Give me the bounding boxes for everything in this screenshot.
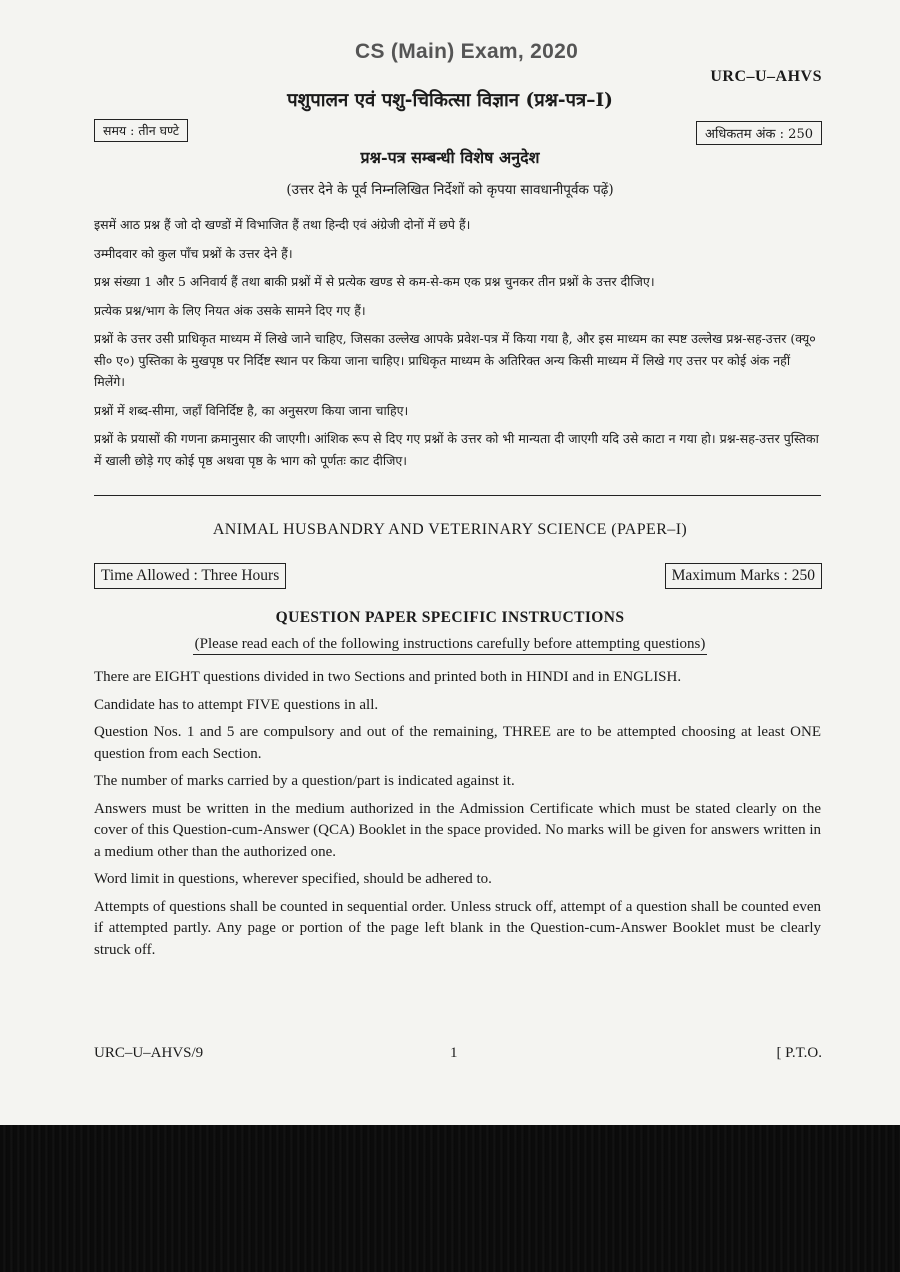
hindi-instruction: प्रश्नों में शब्द-सीमा, जहाँ विनिर्दिष्ट है, का अनुसरण किया जाना चाहिए। [94,402,409,418]
hindi-instructions-note: (उत्तर देने के पूर्व निम्नलिखित निर्देशों को कृपया सावधानीपूर्वक पढ़ें) [286,182,614,198]
hindi-instruction: प्रश्न संख्या 1 और 5 अनिवार्य हैं तथा बाकी प्रश्नों में से प्रत्येक खण्ड से कम-से-कम एक प्रश्न चुनकर तीन प्रश्नों के उत्तर दीजिए। [94,274,655,289]
english-instructions-heading: QUESTION PAPER SPECIFIC INSTRUCTIONS [275,609,625,626]
english-instruction: Question Nos. 1 and 5 are compulsory and out of the remaining, THREE are to be attempted choosing at least ONE question from each Section. [94,724,821,762]
hindi-instruction: इसमें आठ प्रश्न हैं जो दो खण्डों में विभाजित हैं तथा हिन्दी एवं अंग्रेजी दोनों में छपे हैं। [94,217,471,232]
english-marks-box: Maximum Marks : 250 [665,563,822,589]
hindi-time-box: समय : तीन घण्टे [94,119,188,142]
english-note-text: (Please read each of the following instructions carefully before attempting questions) [193,636,708,655]
hindi-instruction: उम्मीदवार को कुल पाँच प्रश्नों के उत्तर देने हैं। [94,245,293,261]
english-instructions-note [0,636,900,653]
hindi-instruction: प्रश्नों के उत्तर उसी प्राधिकृत माध्यम में लिखे जाने चाहिए, जिसका उल्लेख आपके प्रवेश-पत्र में किया गया है, और इस माध्यम का स्पष्ट उल्लेख प्रश्न-सह-उत्तर (क्यू० सी० ए०) पुस्तिका के मुखपृष्ठ पर निर्दिष्ट स्थान पर किया जाना चाहिए। प्राधिकृत माध्यम के अतिरिक्त अन्य किसी माध्यम में लिखे गए उत्तर पर कोई अंक नहीं मिलेंगे। [94,331,816,389]
paper-code: URC–U–AHVS [710,68,822,85]
hindi-instruction: प्रश्नों के प्रयासों की गणना क्रमानुसार की जाएगी। आंशिक रूप से दिए गए प्रश्नों के उत्तर को भी मान्यता दी जाएगी यदि उसे काटा न गया हो। प्रश्न-सह-उत्तर पुस्तिका में खाली छोड़े गए कोई पृष्ठ अथवा पृष्ठ के भाग को पूर्णतः काट दीजिए। [94,431,819,468]
hindi-paper-title: पशुपालन एवं पशु-चिकित्सा विज्ञान (प्रश्न-पत्र–I) [287,90,613,111]
english-instruction: Answers must be written in the medium authorized in the Admission Certificate which must be stated clearly on the cover of this Question-cum-Answer (QCA) Booklet in the space provided. No marks will be given for answers written in a medium other than the authorized one. [94,800,821,860]
hindi-instructions-heading: प्रश्न-पत्र सम्बन्धी विशेष अनुदेश [360,148,540,167]
hindi-instructions [94,214,821,478]
english-instruction: There are EIGHT questions divided in two Sections and printed both in HINDI and in ENGLISH. [94,669,682,685]
pto-marker: [ P.T.O. [776,1045,822,1061]
hindi-instruction: प्रत्येक प्रश्न/भाग के लिए नियत अंक उसके सामने दिए गए हैं। [94,302,366,318]
scanner-dark-strip [0,1125,900,1272]
section-divider [94,495,821,496]
hindi-marks-box: अधिकतम अंक : 250 [696,121,822,145]
exam-stamp: CS (Main) Exam, 2020 [355,40,579,63]
footer-code: URC–U–AHVS/9 [94,1045,204,1061]
english-instruction: The number of marks carried by a question/part is indicated against it. [94,773,515,789]
english-instructions [94,667,821,967]
english-time-box: Time Allowed : Three Hours [94,563,286,589]
english-instruction: Word limit in questions, wherever specified, should be adhered to. [94,871,492,887]
page-number: 1 [450,1045,458,1061]
english-instruction: Candidate has to attempt FIVE questions in all. [94,696,379,713]
english-instruction: Attempts of questions shall be counted in sequential order. Unless struck off, attempt of a question shall be counted even if attempted partly. Any page or portion of the page left blank in the Question-cum-Answer Booklet must be clearly struck off. [94,898,821,958]
english-paper-title: ANIMAL HUSBANDRY AND VETERINARY SCIENCE (PAPER–I) [212,521,688,538]
